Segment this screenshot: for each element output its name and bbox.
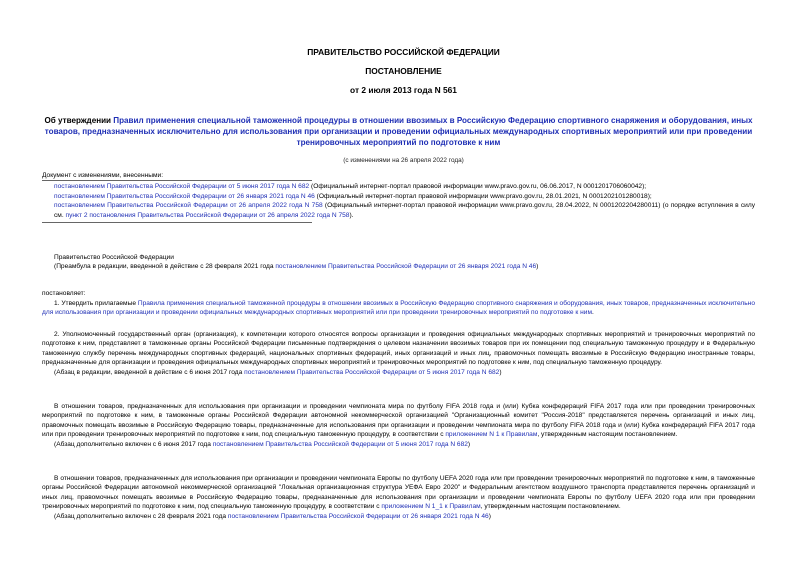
paragraph-1: 1. Утвердить прилагаемые Правила применения специальной таможенной процедуры в отношении ввозимых в Российскую Федерацию спортивного снаряжения и оборудования, иных товаров, предназначенных исключительно для использования при организации и проведении официальных международных спортивных мероприятий или при проведении тренировочных мероприятий по подготовке к ним.	[42, 300, 755, 317]
preamble-note: (Преамбула в редакции, введенной в действие с 28 февраля 2021 года постановлением Правительства Российской Федерации от 26 января 2021 года N 46)	[54, 263, 539, 271]
decrees-line: постановляет:	[42, 290, 86, 297]
amendment-link[interactable]: постановлением Правительства Российской Федерации от 26 января 2021 года N 46	[54, 192, 315, 200]
paragraph-2: 2. Уполномоченный государственный орган (организация), к компетенции которого относятся вопросы организации и проведения официальных международных спортивных мероприятий и тренировочных мероприятий по подготовке к ним, представляет в таможенные органы Российской Федерации письменные подтверждения о целевом назначении ввозимых товаров при их помещении под специальную таможенную процедуру и в Федеральную таможенную службу перечень международных спортивных федераций, национальных спортивных федераций, иных организаций и иных лиц, правомочных помещать ввозимые в Российскую Федерацию иностранные товары, предназначенные для организации и проведения официальных международных спортивных мероприятий и тренировочных мероприятий по подготовке к ним, под специальную таможенную процедуру. (Абзац в редакции, введенной в действие с 6 июня 2017 года постановлением Правительства Российской Федерации от 5 июня 2017 года N 682)	[42, 331, 755, 376]
paragraph-2-note-link[interactable]: постановлением Правительства Российской Федерации от 5 июня 2017 года N 682	[244, 368, 500, 376]
rules-link[interactable]: Правила применения специальной таможенной процедуры в отношении ввозимых в Российскую Федерацию спортивного снаряжения и оборудования, иных товаров, предназначенных исключительно для использования при организации и проведении официальных международных спортивных мероприятий или при проведении тренировочных мероприятий по подготовке к ним	[42, 300, 755, 317]
amendment-item: постановлением Правительства Российской Федерации от 26 апреля 2022 года N 758 (Официальный интернет-портал правовой информации www.pravo.gov.ru, 28.04.2022, N 0001202204280011) (о порядке вступления в силу см. пункт 2 постановления Правительства Российской Федерации от 26 апреля 2022 года N 758).	[54, 202, 755, 219]
amendment-link[interactable]: постановлением Правительства Российской Федерации от 5 июня 2017 года N 682	[54, 183, 310, 191]
divider	[42, 222, 312, 223]
appendix-1-link[interactable]: приложением N 1 к Правилам	[445, 431, 538, 439]
paragraph-4: В отношении товаров, предназначенных для использования при организации и проведении чемпионата Европы по футболу UEFA 2020 года или при проведении тренировочных мероприятий по подготовке к ним, в таможенные органы Российской Федерации автономной некоммерческой организацией "Локальная организационная структура УЕФА Евро 2020" и Федеральным агентством воздушного транспорта представляется перечень организаций и иных лиц, правомочных помещать ввозимые в Российскую Федерацию товары, предназначенные для использования при организации и проведении чемпионата Европы по футболу UEFA 2020 года или при проведении тренировочных мероприятий по подготовке к ним, под специальную таможенную процедуру, в соответствии с приложением N 1_1 к Правилам, утвержденным настоящим постановлением. (Абзац дополнительно включен с 28 февраля 2021 года постановлением Правительства Российской Федерации от 26 января 2021 года N 46)	[42, 475, 755, 520]
preamble-note-link[interactable]: постановлением Правительства Российской Федерации от 26 января 2021 года N 46	[275, 263, 537, 271]
paragraph-4-note-link[interactable]: постановлением Правительства Российской Федерации от 26 января 2021 года N 46	[227, 512, 489, 520]
document-type-heading: ПОСТАНОВЛЕНИЕ	[365, 66, 442, 76]
paragraph-3: В отношении товаров, предназначенных для использования при организации и проведении чемпионата мира по футболу FIFA 2018 года и (или) Кубка конфедераций FIFA 2017 года или при проведении тренировочных мероприятий по подготовке к ним, в таможенные органы Российской Федерации автономной некоммерческой организацией "Организационный комитет "Россия-2018" представляется перечень организаций и иных лиц, правомочных помещать ввозимые в Российскую Федерацию товары, предназначенные для использования при организации и проведении чемпионата мира по футболу FIFA 2018 года и (или) Кубка конфедераций FIFA 2017 года или при проведении тренировочных мероприятий по подготовке к ним, под специальную таможенную процедуру, в соответствии с приложением N 1 к Правилам, утвержденным настоящим постановлением. (Абзац дополнительно включен с 6 июня 2017 года постановлением Правительства Российской Федерации от 5 июня 2017 года N 682)	[42, 403, 755, 448]
amendment-link[interactable]: постановлением Правительства Российской Федерации от 26 апреля 2022 года N 758	[54, 202, 323, 210]
subject-prefix: Об утверждении	[44, 116, 114, 125]
appendix-1-1-link[interactable]: приложением N 1_1 к Правилам	[381, 503, 481, 511]
amendments-heading: Документ с изменениями, внесенными:	[42, 172, 164, 179]
amendment-item: постановлением Правительства Российской Федерации от 5 июня 2017 года N 682 (Официальный интернет-портал правовой информации www.pravo.gov.ru, 06.06.2017, N 0001201706060042);	[54, 183, 647, 191]
paragraph-2-note: (Абзац в редакции, введенной в действие с 6 июня 2017 года постановлением Правительства Российской Федерации от 5 июня 2017 года N 682)	[54, 368, 502, 376]
amendments-block	[42, 171, 755, 223]
changes-note: (с изменениями на 26 апреля 2022 года)	[343, 157, 464, 164]
government-line: Правительство Российской Федерации (Преамбула в редакции, введенной в действие с 28 февраля 2021 года постановлением Правительства Российской Федерации от 26 января 2021 года N 46)	[42, 253, 755, 272]
authority-heading: ПРАВИТЕЛЬСТВО РОССИЙСКОЙ ФЕДЕРАЦИИ	[307, 47, 500, 57]
amendment-item: постановлением Правительства Российской Федерации от 26 января 2021 года N 46 (Официальный интернет-портал правовой информации www.pravo.gov.ru, 28.01.2021, N 0001202101280018);	[54, 192, 652, 200]
paragraph-3-note: (Абзац дополнительно включен с 6 июня 2017 года постановлением Правительства Российской Федерации от 5 июня 2017 года N 682)	[54, 440, 471, 448]
divider	[42, 180, 312, 181]
subject-rules-link[interactable]: Правил применения специальной таможенной процедуры в отношении ввозимых в Российскую Федерацию спортивного снаряжения и оборудования, иных товаров, предназначенных исключительно для использования при организации и проведении официальных международных спортивных мероприятий или при проведении тренировочных мероприятий по подготовке к ним	[44, 116, 753, 148]
date-number-heading: от 2 июля 2013 года N 561	[350, 85, 457, 95]
paragraph-4-note: (Абзац дополнительно включен с 28 февраля 2021 года постановлением Правительства Российской Федерации от 26 января 2021 года N 46)	[54, 512, 491, 520]
paragraph-3-note-link[interactable]: постановлением Правительства Российской Федерации от 5 июня 2017 года N 682	[212, 440, 468, 448]
amendment-entry-link[interactable]: пункт 2 постановления Правительства Российской Федерации от 26 апреля 2022 года N 758	[65, 211, 350, 219]
document-subject	[42, 115, 755, 149]
